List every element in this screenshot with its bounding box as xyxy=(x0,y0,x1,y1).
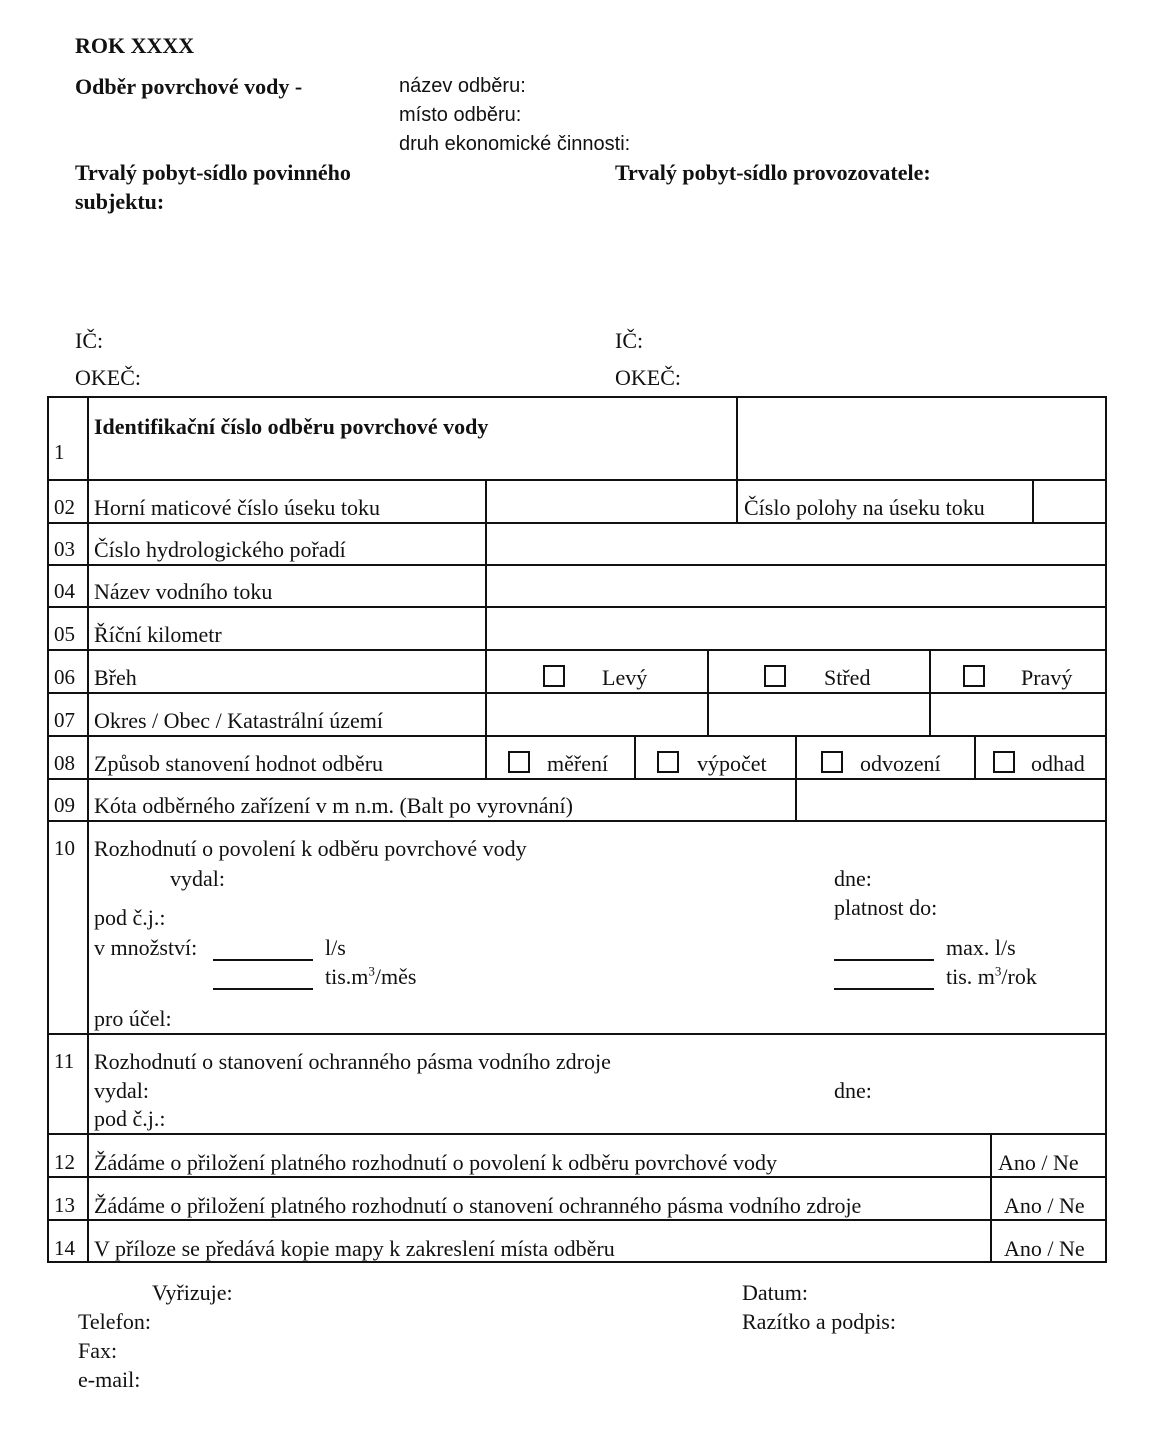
max-ls-blank[interactable] xyxy=(834,959,934,961)
cell-divider xyxy=(990,1176,992,1219)
cell-divider xyxy=(1032,479,1034,522)
zone-issued-by-label: vydal: xyxy=(94,1078,149,1103)
row-divider xyxy=(47,820,1107,822)
method-calculation-label: výpočet xyxy=(697,751,767,776)
withdrawal-form-table xyxy=(47,396,1107,1263)
permit-amount-label: v množství: xyxy=(94,935,198,960)
attach-zone-request-label: Žádáme o přiložení platného rozhodnutí o stanovení ochranného pásma vodního zdroje xyxy=(94,1193,862,1218)
unit-month-label: $tis.m^3$/měs xyxy=(325,963,417,989)
hydrological-order-field[interactable] xyxy=(489,526,1101,560)
cell-divider xyxy=(974,735,976,778)
unit-ls-label: l/s xyxy=(325,935,346,960)
row-divider xyxy=(47,1176,1107,1178)
row-number: 10 xyxy=(54,836,75,860)
intake-elevation-field[interactable] xyxy=(799,782,1101,816)
bank-left-label: Levý xyxy=(602,665,648,690)
permit-valid-until-label: platnost do: xyxy=(834,895,938,920)
bank-middle-checkbox[interactable] xyxy=(764,665,786,687)
row-divider xyxy=(47,1033,1107,1035)
municipality-field[interactable] xyxy=(711,696,925,731)
ic-label-operator: IČ: xyxy=(615,328,644,353)
cell-divider xyxy=(736,479,738,522)
cell-divider xyxy=(485,606,487,649)
river-kilometer-field[interactable] xyxy=(489,610,1101,645)
cell-divider xyxy=(990,1219,992,1262)
cell-divider xyxy=(485,692,487,735)
row-divider xyxy=(47,606,1107,608)
unit-year-label: tis. $m^3$/rok xyxy=(946,963,1037,989)
row-divider xyxy=(47,778,1107,780)
bank-right-label: Pravý xyxy=(1021,665,1073,690)
permit-purpose-label: pro účel: xyxy=(94,1006,172,1031)
cell-divider xyxy=(707,692,709,735)
permit-ref-number-label: pod č.j.: xyxy=(94,905,166,930)
cell-divider xyxy=(485,649,487,692)
intake-elevation-label: Kóta odběrného zařízení v m n.m. (Balt po vyrovnání) xyxy=(94,793,573,818)
amount-year-blank[interactable] xyxy=(834,988,934,990)
phone-label: Telefon: xyxy=(78,1309,151,1334)
row-divider xyxy=(47,564,1107,566)
email-label: e-mail: xyxy=(78,1367,141,1392)
position-number-field[interactable] xyxy=(1037,484,1101,518)
method-derivation-label: odvození xyxy=(860,751,941,776)
stamp-signature-label: Razítko a podpis: xyxy=(742,1309,896,1334)
amount-ls-blank[interactable] xyxy=(213,959,313,961)
economic-activity-label: druh ekonomické činnosti: xyxy=(399,133,631,155)
subject-address-label-cont: subjektu: xyxy=(75,189,165,214)
method-calculation-checkbox[interactable] xyxy=(657,751,679,773)
withdrawal-permit-label: Rozhodnutí o povolení k odběru povrchové vody xyxy=(94,836,527,861)
ic-label-subject: IČ: xyxy=(75,328,104,353)
zone-date-label: dne: xyxy=(834,1078,872,1103)
permit-date-label: dne: xyxy=(834,866,872,891)
bank-middle-label: Střed xyxy=(824,665,871,690)
row-divider xyxy=(47,735,1107,737)
identification-number-field[interactable] xyxy=(747,404,1097,474)
row-number: 04 xyxy=(54,579,75,603)
fax-label: Fax: xyxy=(78,1338,118,1363)
handled-by-label: Vyřizuje: xyxy=(152,1280,233,1305)
cadastral-area-field[interactable] xyxy=(933,696,1101,731)
attach-permit-request-label: Žádáme o přiložení platného rozhodnutí o povolení k odběru povrchové vody xyxy=(94,1150,778,1175)
cell-divider xyxy=(485,564,487,606)
method-measurement-checkbox[interactable] xyxy=(508,751,530,773)
row-number: 12 xyxy=(54,1150,75,1174)
row-number: 07 xyxy=(54,708,75,732)
row-number: 05 xyxy=(54,622,75,646)
row-divider xyxy=(47,649,1107,651)
cell-divider xyxy=(736,396,738,479)
cell-divider xyxy=(929,692,931,735)
method-derivation-checkbox[interactable] xyxy=(821,751,843,773)
date-label: Datum: xyxy=(742,1280,808,1305)
district-municipality-label: Okres / Obec / Katastrální území xyxy=(94,708,383,733)
determination-method-label: Způsob stanovení hodnot odběru xyxy=(94,751,384,776)
row-divider xyxy=(47,479,1107,481)
table-border-top xyxy=(47,396,1107,398)
table-border-bottom xyxy=(47,1261,1107,1263)
row-number: 14 xyxy=(54,1236,75,1260)
cell-divider xyxy=(485,735,487,778)
cell-divider xyxy=(795,735,797,778)
map-copy-choice[interactable]: Ano / Ne xyxy=(1004,1236,1085,1261)
upper-matrix-number-label: Horní maticové číslo úseku toku xyxy=(94,495,380,520)
map-copy-label: V příloze se předává kopie mapy k zakreslení místa odběru xyxy=(94,1236,615,1261)
bank-label: Břeh xyxy=(94,665,137,690)
amount-month-blank[interactable] xyxy=(213,988,313,990)
cell-divider xyxy=(707,649,709,692)
method-estimate-label: odhad xyxy=(1031,751,1085,776)
district-field[interactable] xyxy=(489,696,703,731)
method-estimate-checkbox[interactable] xyxy=(993,751,1015,773)
watercourse-name-field[interactable] xyxy=(489,568,1101,602)
method-measurement-label: měření xyxy=(547,751,609,776)
withdrawal-place-label: místo odběru: xyxy=(399,104,522,126)
bank-left-checkbox[interactable] xyxy=(543,665,565,687)
cell-divider xyxy=(485,479,487,522)
okec-label-operator: OKEČ: xyxy=(615,365,681,390)
row-divider xyxy=(47,1219,1107,1221)
protection-zone-decision-label: Rozhodnutí o stanovení ochranného pásma vodního zdroje xyxy=(94,1049,611,1074)
attach-permit-choice[interactable]: Ano / Ne xyxy=(998,1150,1079,1175)
unit-max-ls-label: max. l/s xyxy=(946,935,1016,960)
cell-divider xyxy=(634,735,636,778)
year-heading: ROK XXXX xyxy=(75,33,195,58)
row-number: 11 xyxy=(54,1049,75,1073)
row-number: 03 xyxy=(54,537,75,561)
row-number: 06 xyxy=(54,665,75,689)
permit-issued-by-label: vydal: xyxy=(170,866,225,891)
operator-address-label: Trvalý pobyt-sídlo provozovatele: xyxy=(615,160,931,185)
cell-divider xyxy=(795,778,797,820)
row-number: 08 xyxy=(54,751,75,775)
bank-right-checkbox[interactable] xyxy=(963,665,985,687)
river-kilometer-label: Říční kilometr xyxy=(94,622,222,647)
watercourse-name-label: Název vodního toku xyxy=(94,579,273,604)
row-number: 02 xyxy=(54,495,75,519)
hydrological-order-label: Číslo hydrologického pořadí xyxy=(94,537,346,562)
cell-divider xyxy=(990,1133,992,1176)
row-number: 1 xyxy=(54,440,65,464)
row-number: 13 xyxy=(54,1193,75,1217)
row-divider xyxy=(47,1133,1107,1135)
row-number: 09 xyxy=(54,793,75,817)
identification-number-label: Identifikační číslo odběru povrchové vody xyxy=(94,414,489,439)
zone-ref-number-label: pod č.j.: xyxy=(94,1106,166,1131)
row-divider xyxy=(47,522,1107,524)
subject-address-label: Trvalý pobyt-sídlo povinného xyxy=(75,160,351,185)
okec-label-subject: OKEČ: xyxy=(75,365,141,390)
position-number-label: Číslo polohy na úseku toku xyxy=(744,495,985,520)
withdrawal-name-label: název odběru: xyxy=(399,75,526,97)
withdrawal-heading: Odběr povrchové vody - xyxy=(75,74,303,99)
row-divider xyxy=(47,692,1107,694)
cell-divider xyxy=(485,522,487,564)
cell-divider xyxy=(929,649,931,692)
attach-zone-choice[interactable]: Ano / Ne xyxy=(1004,1193,1085,1218)
upper-matrix-number-field[interactable] xyxy=(489,484,729,518)
